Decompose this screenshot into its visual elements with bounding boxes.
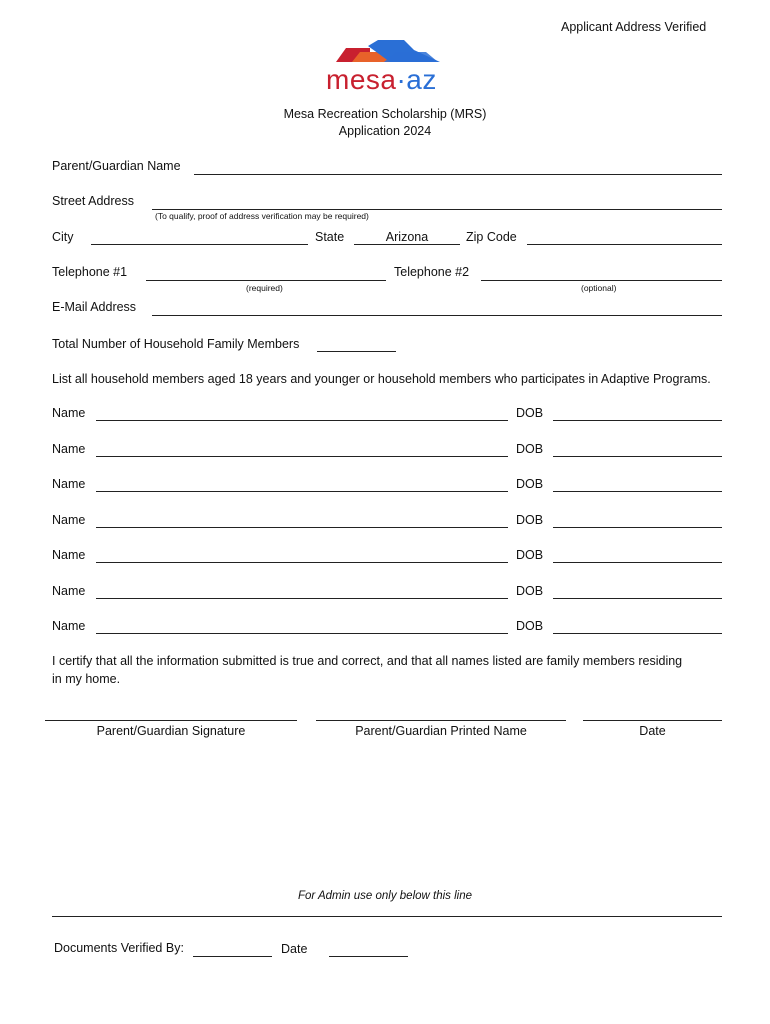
street-address-label: Street Address (52, 194, 134, 208)
documents-verified-label: Documents Verified By: (54, 941, 184, 955)
member-dob-field[interactable] (553, 633, 722, 634)
member-dob-label: DOB (516, 583, 544, 598)
member-name-label: Name (52, 441, 86, 456)
member-name-label: Name (52, 619, 86, 633)
member-dob-label: DOB (516, 512, 544, 527)
street-address-field[interactable] (152, 209, 722, 210)
signature-date-field[interactable] (583, 720, 722, 721)
printed-name-field[interactable] (316, 720, 566, 721)
member-name-label: Name (52, 406, 86, 420)
guardian-name-field[interactable] (194, 174, 722, 175)
certify-line2: in my home. (52, 672, 121, 686)
member-dob-label: DOB (516, 548, 544, 562)
member-name-field[interactable] (96, 456, 508, 457)
logo-word-az: az (406, 64, 437, 95)
member-dob-field[interactable] (553, 527, 722, 528)
members-instruction: List all household members aged 18 years and younger or household members who participates in Adaptive Programs. (52, 372, 711, 386)
telephone2-field[interactable] (481, 280, 722, 281)
email-field[interactable] (152, 315, 722, 316)
certify-line1: I certify that all the information submitted is true and correct, and that all names listed are family members residing (52, 654, 683, 668)
member-name-field[interactable] (96, 562, 508, 563)
member-dob-field[interactable] (553, 420, 722, 421)
form-title: Mesa Recreation Scholarship (MRS) (283, 107, 487, 121)
signature-caption: Parent/Guardian Signature (96, 724, 246, 738)
admin-divider (52, 916, 722, 917)
logo-word-mesa: mesa (326, 64, 397, 95)
admin-date-field[interactable] (329, 956, 408, 957)
admin-note: For Admin use only below this line (297, 890, 473, 902)
member-name-field[interactable] (96, 527, 508, 528)
guardian-name-label: Parent/Guardian Name (52, 159, 181, 173)
telephone2-label: Telephone #2 (394, 265, 470, 279)
logo-dot: · (396, 64, 407, 95)
member-name-label: Name (52, 477, 86, 491)
state-field[interactable] (354, 244, 460, 245)
member-dob-field[interactable] (553, 598, 722, 599)
member-name-field[interactable] (96, 633, 508, 634)
form-subtitle: Application 2024 (338, 124, 432, 138)
member-name-label: Name (52, 548, 86, 562)
documents-verified-field[interactable] (193, 956, 272, 957)
admin-date-label: Date (281, 942, 308, 956)
printed-name-caption: Parent/Guardian Printed Name (355, 724, 527, 738)
member-name-field[interactable] (96, 420, 508, 421)
zip-field[interactable] (527, 244, 722, 245)
member-dob-label: DOB (516, 619, 544, 633)
member-dob-label: DOB (516, 477, 544, 491)
member-dob-label: DOB (516, 441, 544, 456)
signature-field[interactable] (45, 720, 297, 721)
city-label: City (52, 230, 74, 244)
zip-label: Zip Code (466, 230, 517, 244)
telephone1-note: (required) (246, 283, 283, 293)
telephone1-label: Telephone #1 (52, 265, 128, 279)
household-count-label: Total Number of Household Family Members (52, 337, 300, 351)
member-dob-field[interactable] (553, 491, 722, 492)
state-value: Arizona (385, 230, 429, 244)
member-name-label: Name (52, 583, 86, 598)
telephone1-field[interactable] (146, 280, 386, 281)
email-label: E-Mail Address (52, 300, 137, 314)
address-verified-note: Applicant Address Verified (561, 20, 707, 34)
member-name-field[interactable] (96, 598, 508, 599)
member-name-field[interactable] (96, 491, 508, 492)
member-dob-label: DOB (516, 406, 544, 420)
member-dob-field[interactable] (553, 562, 722, 563)
state-label: State (315, 230, 345, 244)
telephone2-note: (optional) (581, 283, 617, 293)
city-field[interactable] (91, 244, 308, 245)
household-count-field[interactable] (317, 351, 396, 352)
logo-wordmark (326, 64, 437, 96)
signature-date-caption: Date (639, 724, 666, 738)
member-name-label: Name (52, 512, 86, 527)
member-dob-field[interactable] (553, 456, 722, 457)
street-address-note: (To qualify, proof of address verification may be required) (155, 211, 369, 221)
